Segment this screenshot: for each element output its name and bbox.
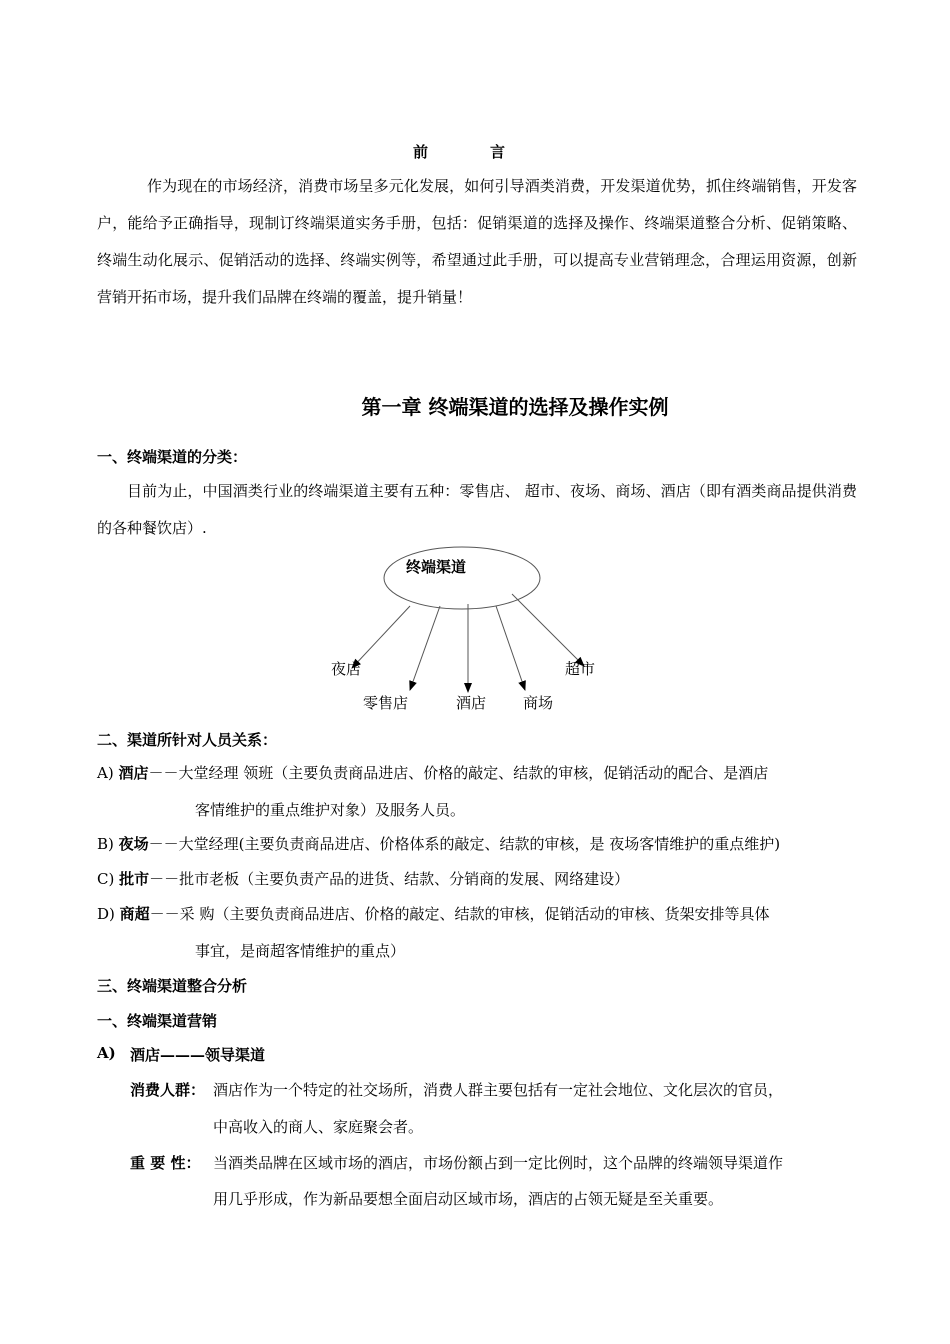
classification-paragraph: 目前为止，中国酒类行业的终端渠道主要有五种：零售店、 超市、夜场、商场、酒店（即有酒类商品提供消费的各种餐饮店）. xyxy=(97,482,857,537)
relation-prefix: C) xyxy=(97,870,120,888)
section-heading-relations: 二、渠道所针对人员关系： xyxy=(97,731,278,749)
relation-item-d xyxy=(97,903,769,924)
relation-name: 夜场 xyxy=(118,835,149,853)
preface-paragraph: 作为现在的市场经济，消费市场呈多元化发展，如何引导酒类消费，开发渠道优势，抓住终端销售，开发客户，能给予正确指导，现制订终端渠道实务手册，包括：促销渠道的选择及操作、终端渠道整合分析、促销策略、终端生动化展示、促销活动的选择、终端实例等，希望通过此手册，可以提高专业营销理念，合理运用资源，创新营销开拓市场，提升我们品牌在终端的覆盖，提升销量！ xyxy=(97,177,857,306)
diagram-node-5: 超市 xyxy=(565,660,596,678)
relation-name: 批市 xyxy=(119,870,150,888)
consumers-label: 消费人群： xyxy=(130,1081,206,1099)
item-a-title: 酒店———领导渠道 xyxy=(130,1046,266,1064)
relation-item-b xyxy=(97,833,780,854)
relation-prefix: B) xyxy=(97,835,119,853)
importance-text-continued: 用几乎形成，作为新品要想全面启动区域市场，酒店的占领无疑是至关重要。 xyxy=(213,1190,724,1208)
relation-text: －－批市老板（主要负责产品的进货、结款、分销商的发展、网络建设） xyxy=(149,870,630,888)
relation-name: 酒店 xyxy=(118,764,149,782)
relation-item-d-continued: 事宜，是商超客情维护的重点） xyxy=(195,942,406,960)
item-a-label: A) xyxy=(97,1044,116,1062)
importance-text: 当酒类品牌在区域市场的酒店，市场份额占到一定比例时，这个品牌的终端领导渠道作 xyxy=(213,1154,784,1172)
diagram-node-3: 酒店 xyxy=(456,694,487,712)
relation-item-a xyxy=(97,762,768,783)
diagram-node-4: 商场 xyxy=(523,694,554,712)
section-heading-classification: 一、终端渠道的分类： xyxy=(97,448,248,466)
preface-title: 前言 xyxy=(412,143,567,161)
section-heading-integration: 三、终端渠道整合分析 xyxy=(97,977,248,995)
relation-text: －－大堂经理(主要负责商品进店、价格体系的敲定、结款的审核，是 夜场客情维护的重点维护) xyxy=(148,835,781,853)
relation-name: 商超 xyxy=(119,905,150,923)
subsection-heading-marketing: 一、终端渠道营销 xyxy=(97,1012,218,1030)
arrow-to-node-5 xyxy=(512,594,584,666)
relation-prefix: A) xyxy=(97,764,119,782)
relation-text: －－大堂经理 领班（主要负责商品进店、价格的敲定、结款的审核，促销活动的配合、是酒店 xyxy=(148,764,769,782)
chapter-title: 第一章 终端渠道的选择及操作实例 xyxy=(361,395,669,419)
relation-prefix: D) xyxy=(97,905,120,923)
consumers-text-continued: 中高收入的商人、家庭聚会者。 xyxy=(213,1118,424,1136)
relation-item-a-continued: 客情维护的重点维护对象）及服务人员。 xyxy=(195,801,466,819)
importance-label: 重 要 性： xyxy=(130,1154,201,1172)
diagram-center-label: 终端渠道 xyxy=(406,558,467,576)
consumers-text: 酒店作为一个特定的社交场所，消费人群主要包括有一定社会地位、文化层次的官员， xyxy=(213,1081,784,1099)
diagram-node-1: 夜店 xyxy=(331,660,362,678)
relation-item-c xyxy=(97,868,629,889)
arrow-to-node-2 xyxy=(410,606,440,690)
arrow-to-node-4 xyxy=(496,606,525,690)
diagram-node-2: 零售店 xyxy=(363,694,409,712)
relation-text: －－采 购（主要负责商品进店、价格的敲定、结款的审核，促销活动的审核、货架安排等具体 xyxy=(149,905,770,923)
